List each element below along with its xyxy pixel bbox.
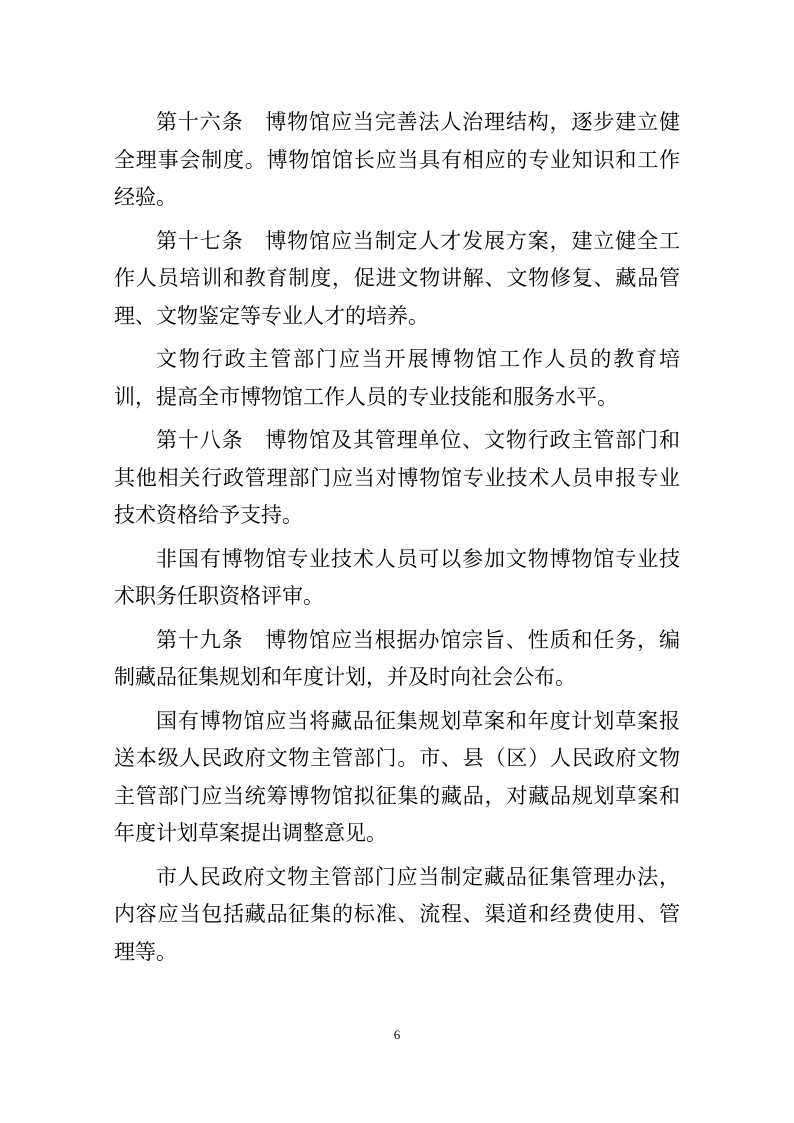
paragraph: 第十九条 博物馆应当根据办馆宗旨、性质和任务，编制藏品征集规划和年度计划，并及时向社会公布。 (114, 627, 680, 689)
paragraph: 文物行政主管部门应当开展博物馆工作人员的教育培训，提高全市博物馆工作人员的专业技能和服务水平。 (114, 347, 680, 409)
paragraph: 第十六条 博物馆应当完善法人治理结构，逐步建立健全理事会制度。博物馆馆长应当具有相应的专业知识和工作经验。 (114, 110, 680, 209)
page-footer (0, 1026, 794, 1044)
document-body (114, 104, 680, 977)
paragraph: 第十八条 博物馆及其管理单位、文物行政主管部门和其他相关行政管理部门应当对博物馆专业技术人员申报专业技术资格给予支持。 (114, 428, 680, 527)
paragraph: 第十七条 博物馆应当制定人才发展方案，建立健全工作人员培训和教育制度，促进文物讲解、文物修复、藏品管理、文物鉴定等专业人才的培养。 (114, 228, 680, 328)
paragraph: 非国有博物馆专业技术人员可以参加文物博物馆专业技术职务任职资格评审。 (114, 546, 680, 608)
paragraph: 市人民政府文物主管部门应当制定藏品征集管理办法，内容应当包括藏品征集的标准、流程、渠道和经费使用、管理等。 (114, 864, 680, 964)
paragraph: 国有博物馆应当将藏品征集规划草案和年度计划草案报送本级人民政府文物主管部门。市、县（区）人民政府文物主管部门应当统筹博物馆拟征集的藏品，对藏品规划草案和年度计划草案提出调整意见。 (114, 708, 680, 845)
page-number: 6 (393, 1027, 401, 1042)
